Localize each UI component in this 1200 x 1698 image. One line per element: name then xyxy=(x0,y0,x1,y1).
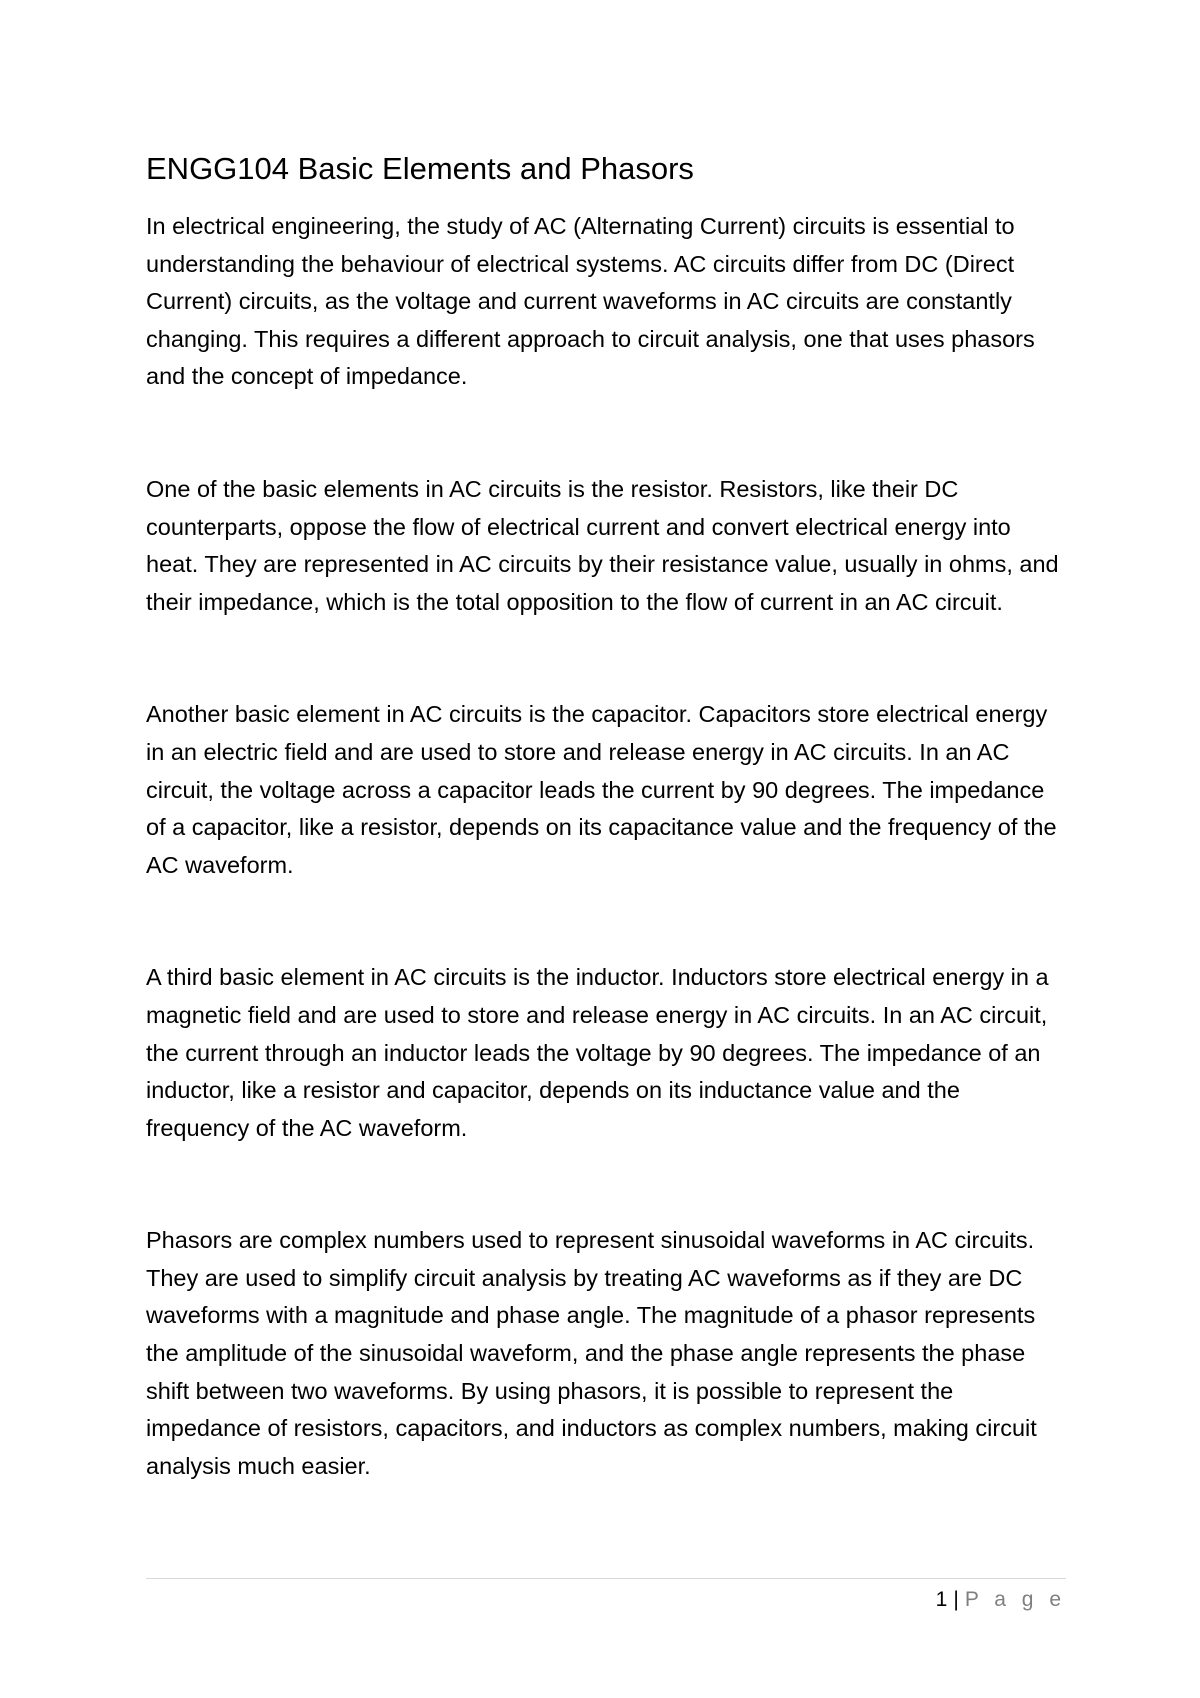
document-body xyxy=(146,148,1066,1485)
footer-separator: | xyxy=(953,1588,959,1611)
paragraph-resistor: One of the basic elements in AC circuits is the resistor. Resistors, like their DC counterparts, oppose the flow of electrical current and convert electrical energy into heat. They are represented in AC circuits by their resistance value, usually in ohms, and their impedance, which is the total opposition to the flow of current in an AC circuit. xyxy=(146,475,1059,615)
document-title: ENGG104 Basic Elements and Phasors xyxy=(146,151,694,186)
paragraph-intro: In electrical engineering, the study of AC (Alternating Current) circuits is essential to understanding the behaviour of electrical systems. AC circuits differ from DC (Direct Current) circuits, as the voltage and current waveforms in AC circuits are constantly changing. This requires a different approach to circuit analysis, one that uses phasors and the concept of impedance. xyxy=(146,213,1035,390)
paragraph-phasors: Phasors are complex numbers used to represent sinusoidal waveforms in AC circuits. They are used to simplify circuit analysis by treating AC waveforms as if they are DC waveforms with a magnitude and phase angle. The magnitude of a phasor represents the amplitude of the sinusoidal waveform, and the phase angle represents the phase shift between two waveforms. By using phasors, it is possible to represent the impedance of resistors, capacitors, and inductors as complex numbers, making circuit analysis much easier. xyxy=(146,1227,1037,1479)
paragraph-spacer xyxy=(146,621,1066,696)
paragraph-spacer xyxy=(146,884,1066,959)
paragraph-inductor: A third basic element in AC circuits is the inductor. Inductors store electrical energy in a magnetic field and are used to store and release energy in AC circuits. In an AC circuit, the current through an inductor leads the voltage by 90 degrees. The impedance of an inductor, like a resistor and capacitor, depends on its inductance value and the frequency of the AC waveform. xyxy=(146,964,1049,1141)
paragraph-spacer xyxy=(146,396,1066,471)
paragraph-capacitor: Another basic element in AC circuits is the capacitor. Capacitors store electrical energy in an electric field and are used to store and release energy in AC circuits. In an AC circuit, the voltage across a capacitor leads the current by 90 degrees. The impedance of a capacitor, like a resistor, depends on its capacitance value and the frequency of the AC waveform. xyxy=(146,701,1057,878)
page-number: 1 xyxy=(935,1588,948,1611)
paragraph-spacer xyxy=(146,1147,1066,1222)
page-label: P a g e xyxy=(964,1588,1066,1611)
footer-divider xyxy=(146,1578,1066,1579)
page-footer xyxy=(936,1586,1066,1614)
